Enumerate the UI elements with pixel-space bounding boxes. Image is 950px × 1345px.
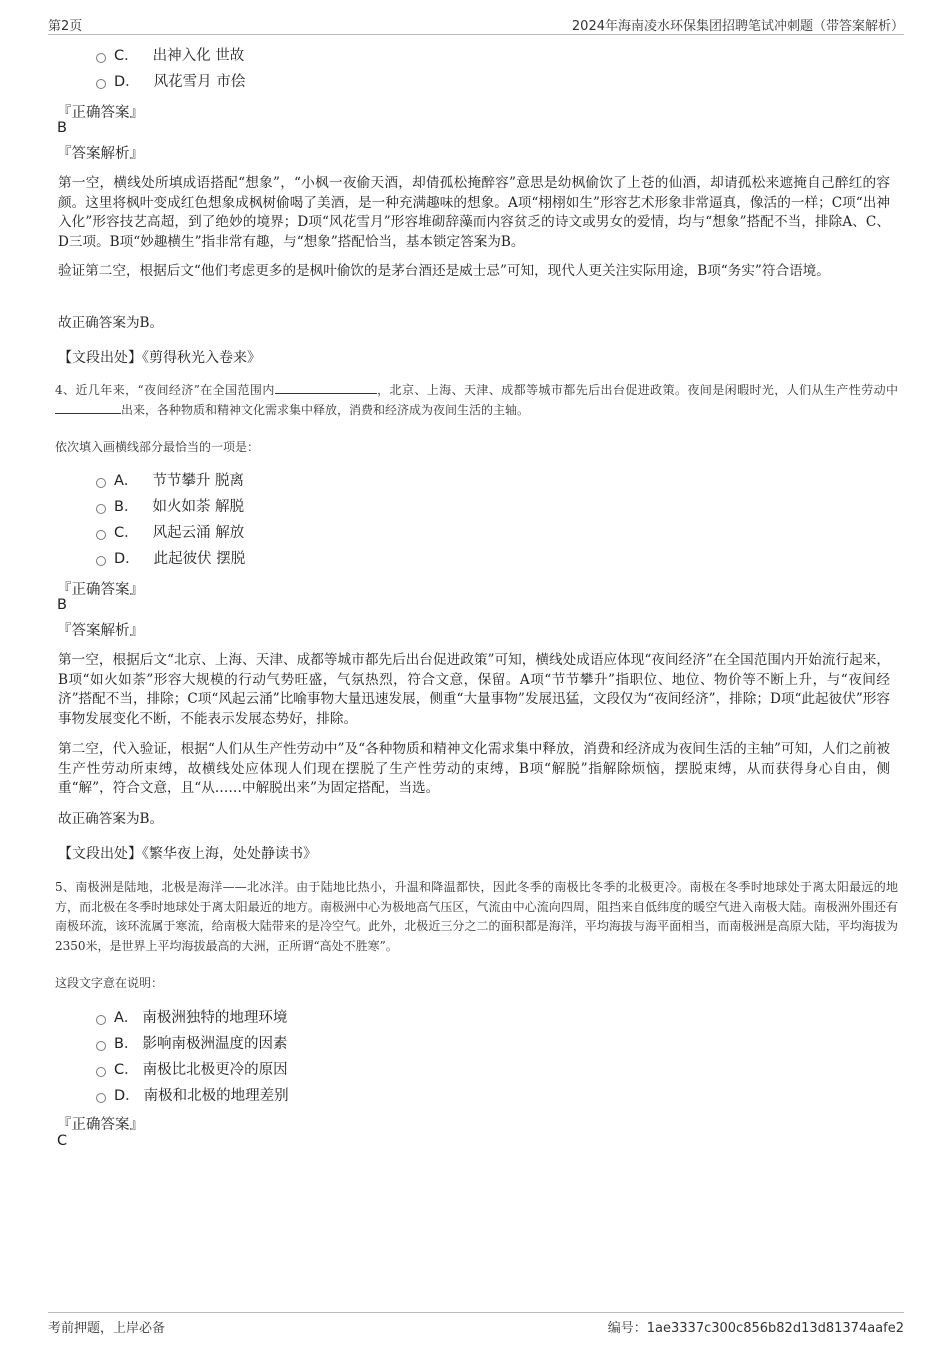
- radio-icon[interactable]: [96, 1093, 106, 1103]
- option-d[interactable]: D． 此起彼伏 摆脱: [96, 548, 245, 570]
- analysis-paragraph: 第一空，根据后文“北京、上海、天津、成都等城市都先后出台促进政策”可知，横线处成语应体现“夜间经济”在全国范围内开始流行起来，B项“如火如荼”形容大规模的行动气势旺盛，气氛热烈，符合文意，保留。A项“节节攀升”指职位、地位、物价等不断上升，与“夜间经济”搭配不当，排除；C项“风起云涌”比喻事物大量迅速发展，侧重“大量事物”发展迅猛，文段仅为“夜间经济”，排除；D项“此起彼伏”形容事物发展变化不断，不能表示发展态势好，排除。: [58, 652, 890, 727]
- radio-icon[interactable]: [96, 1041, 106, 1051]
- radio-icon[interactable]: [96, 530, 106, 540]
- radio-icon[interactable]: [96, 53, 106, 63]
- option-b[interactable]: B． 影响南极洲温度的因素: [96, 1033, 287, 1055]
- radio-icon[interactable]: [96, 556, 106, 566]
- option-c[interactable]: C． 南极比北极更冷的原因: [96, 1059, 288, 1081]
- analysis-label: 『答案解析』: [57, 146, 144, 162]
- analysis-paragraph: 第一空，横线处所填成语搭配“想象”，“小枫一夜偷天酒，却倩孤松掩醉容”意思是幼枫偷饮了上苍的仙酒，却请孤松来遮掩自己醉红的容颜。这里将枫叶变成红色想象成枫树偷喝了美酒，是一种充满趣味的想象。A项“栩栩如生”形容艺术形象非常逼真，像活的一样；C项“出神入化”形容技艺高超，到了绝妙的境界；D项“风花雪月”形容堆砌辞藻而内容贫乏的诗文或男女的爱情，均与“想象”搭配不当，排除A、C、D三项。B项“妙趣横生”指非常有趣，与“想象”搭配恰当，基本锁定答案为B。: [58, 175, 890, 250]
- correct-answer: B: [57, 597, 67, 613]
- analysis-paragraph: 验证第二空，根据后文“他们考虑更多的是枫叶偷饮的是茅台酒还是威士忌”可知，现代人更关注实际用途，B项“务实”符合语境。: [58, 263, 830, 279]
- question-number: 5、: [55, 880, 76, 894]
- analysis-conclusion: 故正确答案为B。: [58, 315, 164, 331]
- question-prompt: 依次填入画横线部分最恰当的一项是：: [55, 440, 260, 454]
- radio-icon[interactable]: [96, 1015, 106, 1025]
- option-c[interactable]: C． 风起云涌 解放: [96, 522, 244, 544]
- analysis-label: 『答案解析』: [57, 623, 144, 639]
- option-a[interactable]: A． 节节攀升 脱离: [96, 470, 244, 492]
- question-prompt: 这段文字意在说明：: [55, 976, 164, 990]
- source-citation: 【文段出处】《剪得秋光入卷来》: [58, 350, 261, 366]
- correct-answer: B: [57, 120, 67, 136]
- option-c[interactable]: C． 出神入化 世故: [96, 45, 244, 67]
- analysis-conclusion: 故正确答案为B。: [58, 811, 164, 827]
- question-number: 4、: [55, 383, 76, 397]
- page-header: [48, 14, 904, 35]
- page-footer: [48, 1312, 904, 1335]
- fill-blank: [55, 401, 121, 414]
- correct-answer-label: 『正确答案』: [57, 582, 144, 598]
- correct-answer-label: 『正确答案』: [57, 105, 144, 121]
- source-citation: 【文段出处】《繁华夜上海，处处静读书》: [58, 846, 317, 862]
- option-d[interactable]: D． 南极和北极的地理差别: [96, 1085, 289, 1107]
- fill-blank: [275, 381, 377, 394]
- question-stem: 4、近几年来，“夜间经济”在全国范围内 ，北京、上海、天津、成都等城市都先后出台促进政策。夜间是闲暇时光，人们从生产性劳动中出来，各种物质和精神文化需求集中释放，消费和经济成为夜间生活的主轴。: [55, 383, 898, 417]
- radio-icon[interactable]: [96, 478, 106, 488]
- document-code: 编号：1ae3337c300c856b82d13d81374aafe2: [607, 1321, 904, 1336]
- analysis-paragraph: 第二空，代入验证，根据“人们从生产性劳动中”及“各种物质和精神文化需求集中释放，消费和经济成为夜间生活的主轴”可知，人们之前被生产性劳动所束缚，故横线处应体现人们现在摆脱了生产性劳动的束缚，B项“解脱”指解除烦恼，摆脱束缚，从而获得身心自由，侧重“解”，符合文意，且“从……中解脱出来”为固定搭配，当选。: [58, 741, 890, 796]
- radio-icon[interactable]: [96, 79, 106, 89]
- option-d[interactable]: D． 风花雪月 市侩: [96, 71, 245, 93]
- option-a[interactable]: A． 南极洲独特的地理环境: [96, 1007, 287, 1029]
- question-stem: 5、南极洲是陆地，北极是海洋——北冰洋。由于陆地比热小，升温和降温都快，因此冬季的南极比冬季的北极更冷。南极在冬季时地球处于离太阳最远的地方，而北极在冬季时地球处于离太阳最近的地方。南极洲中心为极地高气压区，气流由中心流向四周，阻挡来自低纬度的暖空气进入南极大陆。南极洲外围还有南极环流，该环流属于寒流，给南极大陆带来的是冷空气。此外，北极近三分之二的面积都是海洋，平均海拔与海平面相当，而南极洲是高原大陆，平均海拔为2350米，是世界上平均海拔最高的大洲，正所谓“高处不胜寒”。: [55, 880, 898, 953]
- radio-icon[interactable]: [96, 1067, 106, 1077]
- radio-icon[interactable]: [96, 504, 106, 514]
- option-b[interactable]: B． 如火如荼 解脱: [96, 496, 244, 518]
- footer-slogan: 考前押题，上岸必备: [48, 1321, 166, 1336]
- correct-answer: C: [57, 1133, 68, 1149]
- page-number: 第2页: [48, 19, 83, 34]
- document-title: 2024年海南凌水环保集团招聘笔试冲刺题（带答案解析）: [571, 19, 904, 34]
- correct-answer-label: 『正确答案』: [57, 1117, 144, 1133]
